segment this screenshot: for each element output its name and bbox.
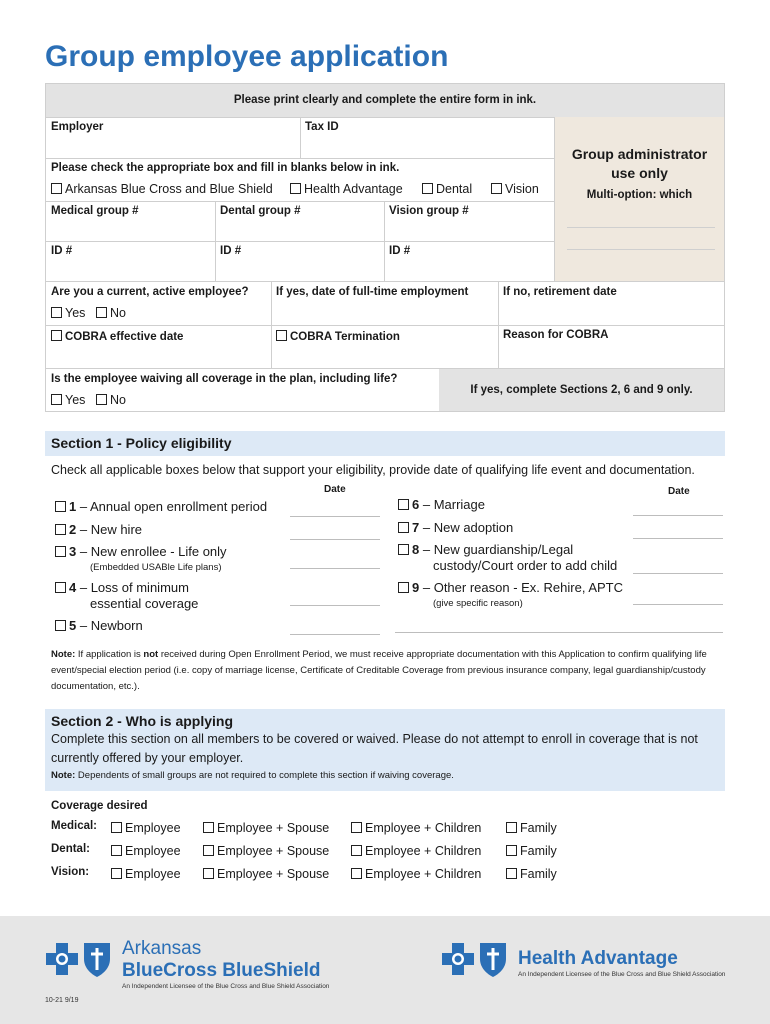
- section1-title: Section 1 - Policy eligibility: [51, 435, 232, 451]
- date-field[interactable]: [290, 634, 380, 635]
- admin-subtitle: Multi-option: which: [586, 189, 693, 201]
- medical-group-label: Medical group #: [51, 205, 139, 217]
- admin-line[interactable]: [567, 249, 715, 250]
- checkbox[interactable]: [55, 501, 66, 512]
- date-field[interactable]: [633, 538, 723, 539]
- vision-id-label: ID #: [389, 245, 411, 257]
- checkbox[interactable]: [506, 822, 517, 833]
- eligibility-option[interactable]: 3 – New enrollee - Life only (Embedded USABle Life plans): [55, 544, 227, 576]
- brand1-tagline: An Independent Licensee of the Blue Cross and Blue Shield Association: [122, 983, 330, 990]
- checkbox[interactable]: [398, 544, 409, 555]
- dental-id-label: ID #: [220, 245, 242, 257]
- date-column-label: Date: [668, 486, 690, 497]
- section2-block: [45, 709, 725, 791]
- brand2-name: Health Advantage: [518, 948, 678, 969]
- active-employee-question: Are you a current, active employee?: [51, 286, 249, 298]
- checkbox[interactable]: [51, 307, 62, 318]
- checkbox[interactable]: [51, 330, 62, 341]
- dental-employee-children-option[interactable]: Employee + Children: [351, 844, 481, 858]
- section2-title: Section 2 - Who is applying: [51, 713, 234, 729]
- checkbox[interactable]: [51, 394, 62, 405]
- section1-header: [45, 431, 725, 456]
- checkbox[interactable]: [203, 868, 214, 879]
- checkbox[interactable]: [55, 620, 66, 631]
- date-field[interactable]: [290, 516, 380, 517]
- checkbox[interactable]: [422, 183, 433, 194]
- dental-group-label: Dental group #: [220, 205, 301, 217]
- waive-no-option[interactable]: No: [96, 393, 126, 407]
- vision-row-label: Vision:: [51, 866, 90, 878]
- blue-shield-icon: [82, 940, 112, 978]
- checkbox[interactable]: [203, 845, 214, 856]
- medical-employee-spouse-option[interactable]: Employee + Spouse: [203, 821, 329, 835]
- checkbox[interactable]: [111, 868, 122, 879]
- checkbox[interactable]: [55, 546, 66, 557]
- cobra-reason-label: Reason for COBRA: [503, 329, 609, 341]
- brand2-tagline: An Independent Licensee of the Blue Cross and Blue Shield Association: [518, 971, 726, 978]
- dental-row-label: Dental:: [51, 843, 90, 855]
- admin-title: Group administrator use only: [571, 146, 708, 181]
- plan-option-bcbs[interactable]: Arkansas Blue Cross and Blue Shield: [51, 182, 273, 196]
- date-field[interactable]: [633, 515, 723, 516]
- checkbox[interactable]: [351, 822, 362, 833]
- medical-employee-children-option[interactable]: Employee + Children: [351, 821, 481, 835]
- vision-employee-children-option[interactable]: Employee + Children: [351, 867, 481, 881]
- date-field[interactable]: [290, 539, 380, 540]
- checkbox[interactable]: [96, 307, 107, 318]
- eligibility-option[interactable]: 8 – New guardianship/Legal custody/Court order to add child: [398, 542, 617, 574]
- vision-group-label: Vision group #: [389, 205, 469, 217]
- checkbox[interactable]: [55, 582, 66, 593]
- fulltime-date-label: If yes, date of full-time employment: [276, 286, 469, 298]
- plan-option-health-advantage[interactable]: Health Advantage: [290, 182, 403, 196]
- section2-instructions: Complete this section on all members to be covered or waived. Please do not attempt to enroll in coverage that is not currently offered by your employer.: [51, 732, 698, 765]
- eligibility-option[interactable]: 5 – Newborn: [55, 618, 143, 634]
- eligibility-option[interactable]: 6 – Marriage: [398, 497, 485, 513]
- vision-family-option[interactable]: Family: [506, 867, 557, 881]
- coverage-desired-label: Coverage desired: [51, 800, 148, 812]
- checkbox[interactable]: [96, 394, 107, 405]
- eligibility-option[interactable]: 4 – Loss of minimum essential coverage: [55, 580, 198, 612]
- date-field[interactable]: [290, 568, 380, 569]
- checkbox[interactable]: [276, 330, 287, 341]
- section2-note: Note: Dependents of small groups are not required to complete this section if waiving coverage.: [51, 770, 454, 781]
- waive-question: Is the employee waiving all coverage in the plan, including life?: [51, 373, 398, 385]
- checkbox[interactable]: [491, 183, 502, 194]
- vision-employee-option[interactable]: Employee: [111, 867, 181, 881]
- vision-employee-spouse-option[interactable]: Employee + Spouse: [203, 867, 329, 881]
- tax-id-field[interactable]: [305, 134, 550, 156]
- eligibility-option[interactable]: 1 – Annual open enrollment period: [55, 499, 267, 515]
- checkbox[interactable]: [111, 845, 122, 856]
- checkbox[interactable]: [351, 868, 362, 879]
- date-field[interactable]: [633, 573, 723, 574]
- date-field[interactable]: [633, 604, 723, 605]
- date-column-label: Date: [324, 484, 346, 495]
- blue-cross-icon: [441, 942, 475, 976]
- waive-yes-option[interactable]: Yes: [51, 393, 85, 407]
- footer: [0, 916, 770, 1024]
- medical-id-label: ID #: [51, 245, 73, 257]
- active-no-option[interactable]: No: [96, 306, 126, 320]
- employer-label: Employer: [51, 121, 104, 133]
- cobra-effective-option[interactable]: COBRA effective date: [51, 330, 183, 343]
- dental-family-option[interactable]: Family: [506, 844, 557, 858]
- employee-info-form: [45, 83, 725, 412]
- section1-note: Note: If application is not received during Open Enrollment Period, we must receive appropriate documentation with this Application to confirm qualifying life event/special election period (i.e. copy of marriage license, Certificate of Creditable Coverage from previous insurance company, legal guardianship/custody documentation, etc.).: [51, 649, 707, 692]
- checkbox[interactable]: [203, 822, 214, 833]
- blue-cross-icon: [45, 942, 79, 976]
- admin-use-box: [554, 117, 724, 281]
- cobra-termination-option[interactable]: COBRA Termination: [276, 330, 400, 343]
- brand1-line2: BlueCross BlueShield: [122, 960, 321, 981]
- medical-family-option[interactable]: Family: [506, 821, 557, 835]
- retirement-date-label: If no, retirement date: [503, 286, 617, 298]
- medical-employee-option[interactable]: Employee: [111, 821, 181, 835]
- page-title: Group employee application: [45, 40, 449, 73]
- checkbox[interactable]: [351, 845, 362, 856]
- date-field[interactable]: [290, 605, 380, 606]
- eligibility-option[interactable]: 9 – Other reason - Ex. Rehire, APTC (give specific reason): [398, 580, 623, 612]
- section1-instructions: Check all applicable boxes below that support your eligibility, provide date of qualifying life event and documentation.: [51, 463, 695, 477]
- form-code: 10-21 9/19: [45, 997, 79, 1004]
- active-yes-option[interactable]: Yes: [51, 306, 85, 320]
- admin-line[interactable]: [567, 227, 715, 228]
- dental-employee-option[interactable]: Employee: [111, 844, 181, 858]
- checkbox[interactable]: [398, 522, 409, 533]
- blue-shield-icon: [478, 940, 508, 978]
- eligibility-option[interactable]: 2 – New hire: [55, 522, 142, 538]
- other-reason-field[interactable]: [395, 632, 723, 633]
- waive-note: If yes, complete Sections 2, 6 and 9 only.: [439, 369, 724, 411]
- brand1-line1: Arkansas: [122, 938, 202, 959]
- checkbox[interactable]: [290, 183, 301, 194]
- tax-id-label: Tax ID: [305, 121, 339, 133]
- checkbox[interactable]: [51, 183, 62, 194]
- plan-option-dental[interactable]: Dental: [422, 182, 472, 196]
- checkbox[interactable]: [506, 868, 517, 879]
- checkbox[interactable]: [398, 499, 409, 510]
- checkbox[interactable]: [55, 524, 66, 535]
- check-instructions: Please check the appropriate box and fill in blanks below in ink.: [51, 162, 400, 174]
- employer-field[interactable]: [51, 134, 296, 156]
- plan-option-vision[interactable]: Vision: [491, 182, 539, 196]
- checkbox[interactable]: [398, 582, 409, 593]
- checkbox[interactable]: [506, 845, 517, 856]
- medical-row-label: Medical:: [51, 820, 98, 832]
- form-header: Please print clearly and complete the entire form in ink.: [46, 84, 724, 117]
- dental-employee-spouse-option[interactable]: Employee + Spouse: [203, 844, 329, 858]
- checkbox[interactable]: [111, 822, 122, 833]
- eligibility-option[interactable]: 7 – New adoption: [398, 520, 513, 536]
